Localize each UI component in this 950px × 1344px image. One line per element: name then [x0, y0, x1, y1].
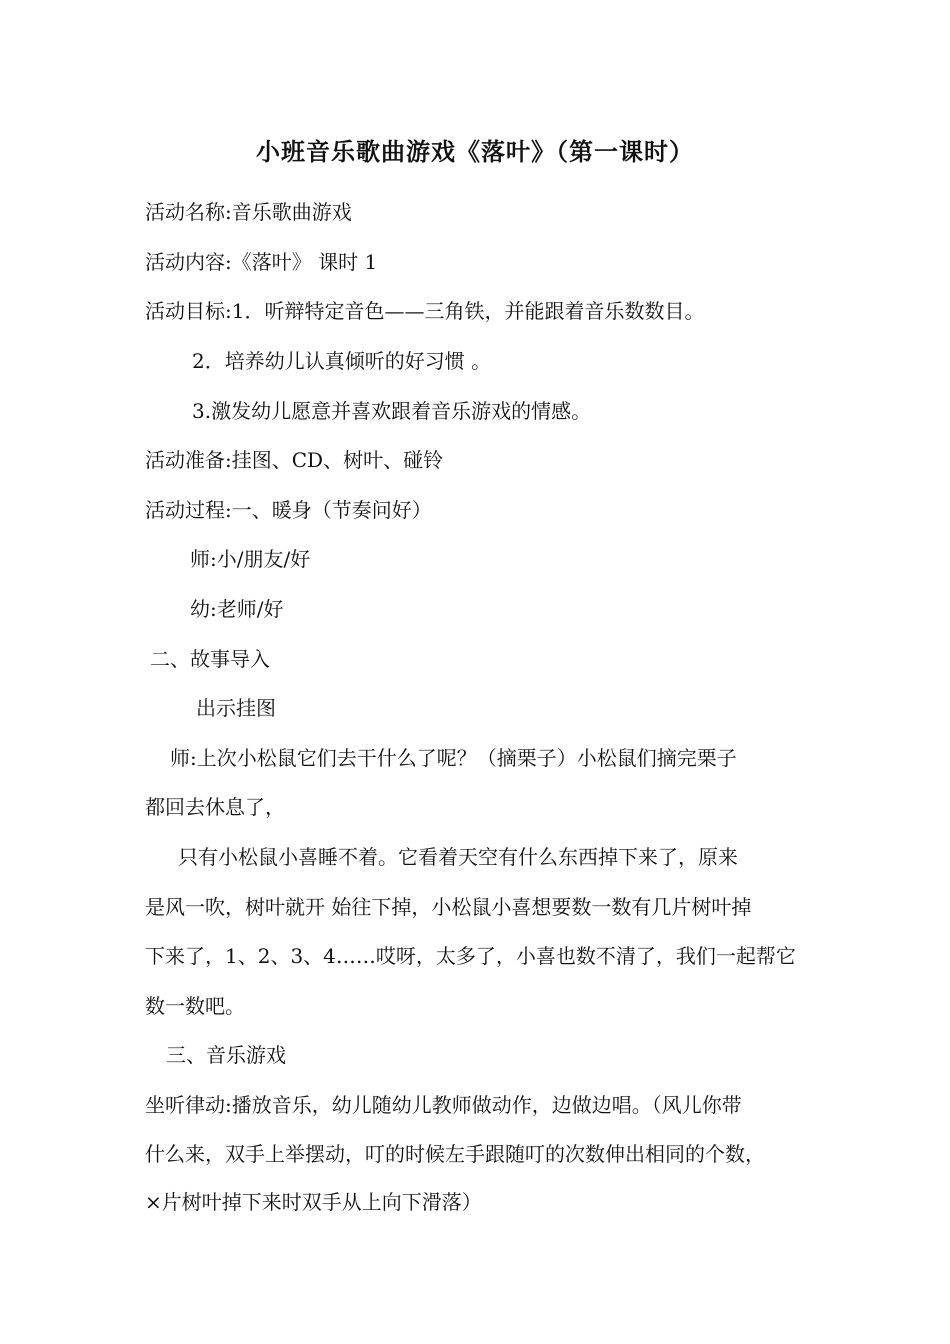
- music-game-line-1: 坐听律动:播放音乐，幼儿随幼儿教师做动作，边做边唱。（风儿你带: [145, 1093, 742, 1117]
- story-paragraph-2-line-1: 只有小松鼠小喜睡不着。它看着天空有什么东西掉下来了，原来: [178, 845, 738, 869]
- activity-process-line: 活动过程:一、暖身（节奏问好）: [145, 498, 432, 522]
- activity-goal-2-line: 2．培养幼儿认真倾听的好习惯 。: [192, 349, 492, 373]
- story-paragraph-2-line-4: 数一数吧。: [145, 994, 245, 1018]
- section-story-heading: 二、故事导入: [150, 647, 270, 671]
- document-title: 小班音乐歌曲游戏《落叶》（第一课时）: [256, 137, 694, 166]
- story-paragraph-1-line-1: 师:上次小松鼠它们去干什么了呢？（摘栗子）小松鼠们摘完栗子: [170, 746, 737, 770]
- activity-content-line: 活动内容:《落叶》 课时 1: [145, 250, 378, 274]
- story-paragraph-2-line-3: 下来了，1、2、3、4……哎呀，太多了，小喜也数不清了，我们一起帮它: [145, 944, 796, 968]
- music-game-line-3: ×片树叶掉下来时双手从上向下滑落）: [145, 1190, 482, 1214]
- story-paragraph-1-line-2: 都回去休息了，: [145, 795, 285, 819]
- activity-preparation-line: 活动准备:挂图、CD、树叶、碰铃: [145, 448, 444, 472]
- child-greeting-line: 幼:老师/好: [190, 597, 284, 621]
- story-paragraph-2-line-2: 是风一吹，树叶就开 始往下掉，小松鼠小喜想要数一数有几片树叶掉: [145, 895, 752, 919]
- music-game-line-2: 什么来，双手上举摆动，叮的时候左手跟随叮的次数伸出相同的个数，: [145, 1142, 765, 1166]
- show-picture-line: 出示挂图: [196, 696, 276, 720]
- activity-goal-line: 活动目标:1．听辩特定音色——三角铁，并能跟着音乐数数目。: [145, 299, 705, 323]
- activity-name-line: 活动名称:音乐歌曲游戏: [145, 200, 352, 224]
- teacher-greeting-line: 师:小/朋友/好: [190, 547, 311, 571]
- section-music-game-heading: 三、音乐游戏: [166, 1043, 286, 1067]
- activity-goal-3-line: 3.激发幼儿愿意并喜欢跟着音乐游戏的情感。: [192, 399, 592, 423]
